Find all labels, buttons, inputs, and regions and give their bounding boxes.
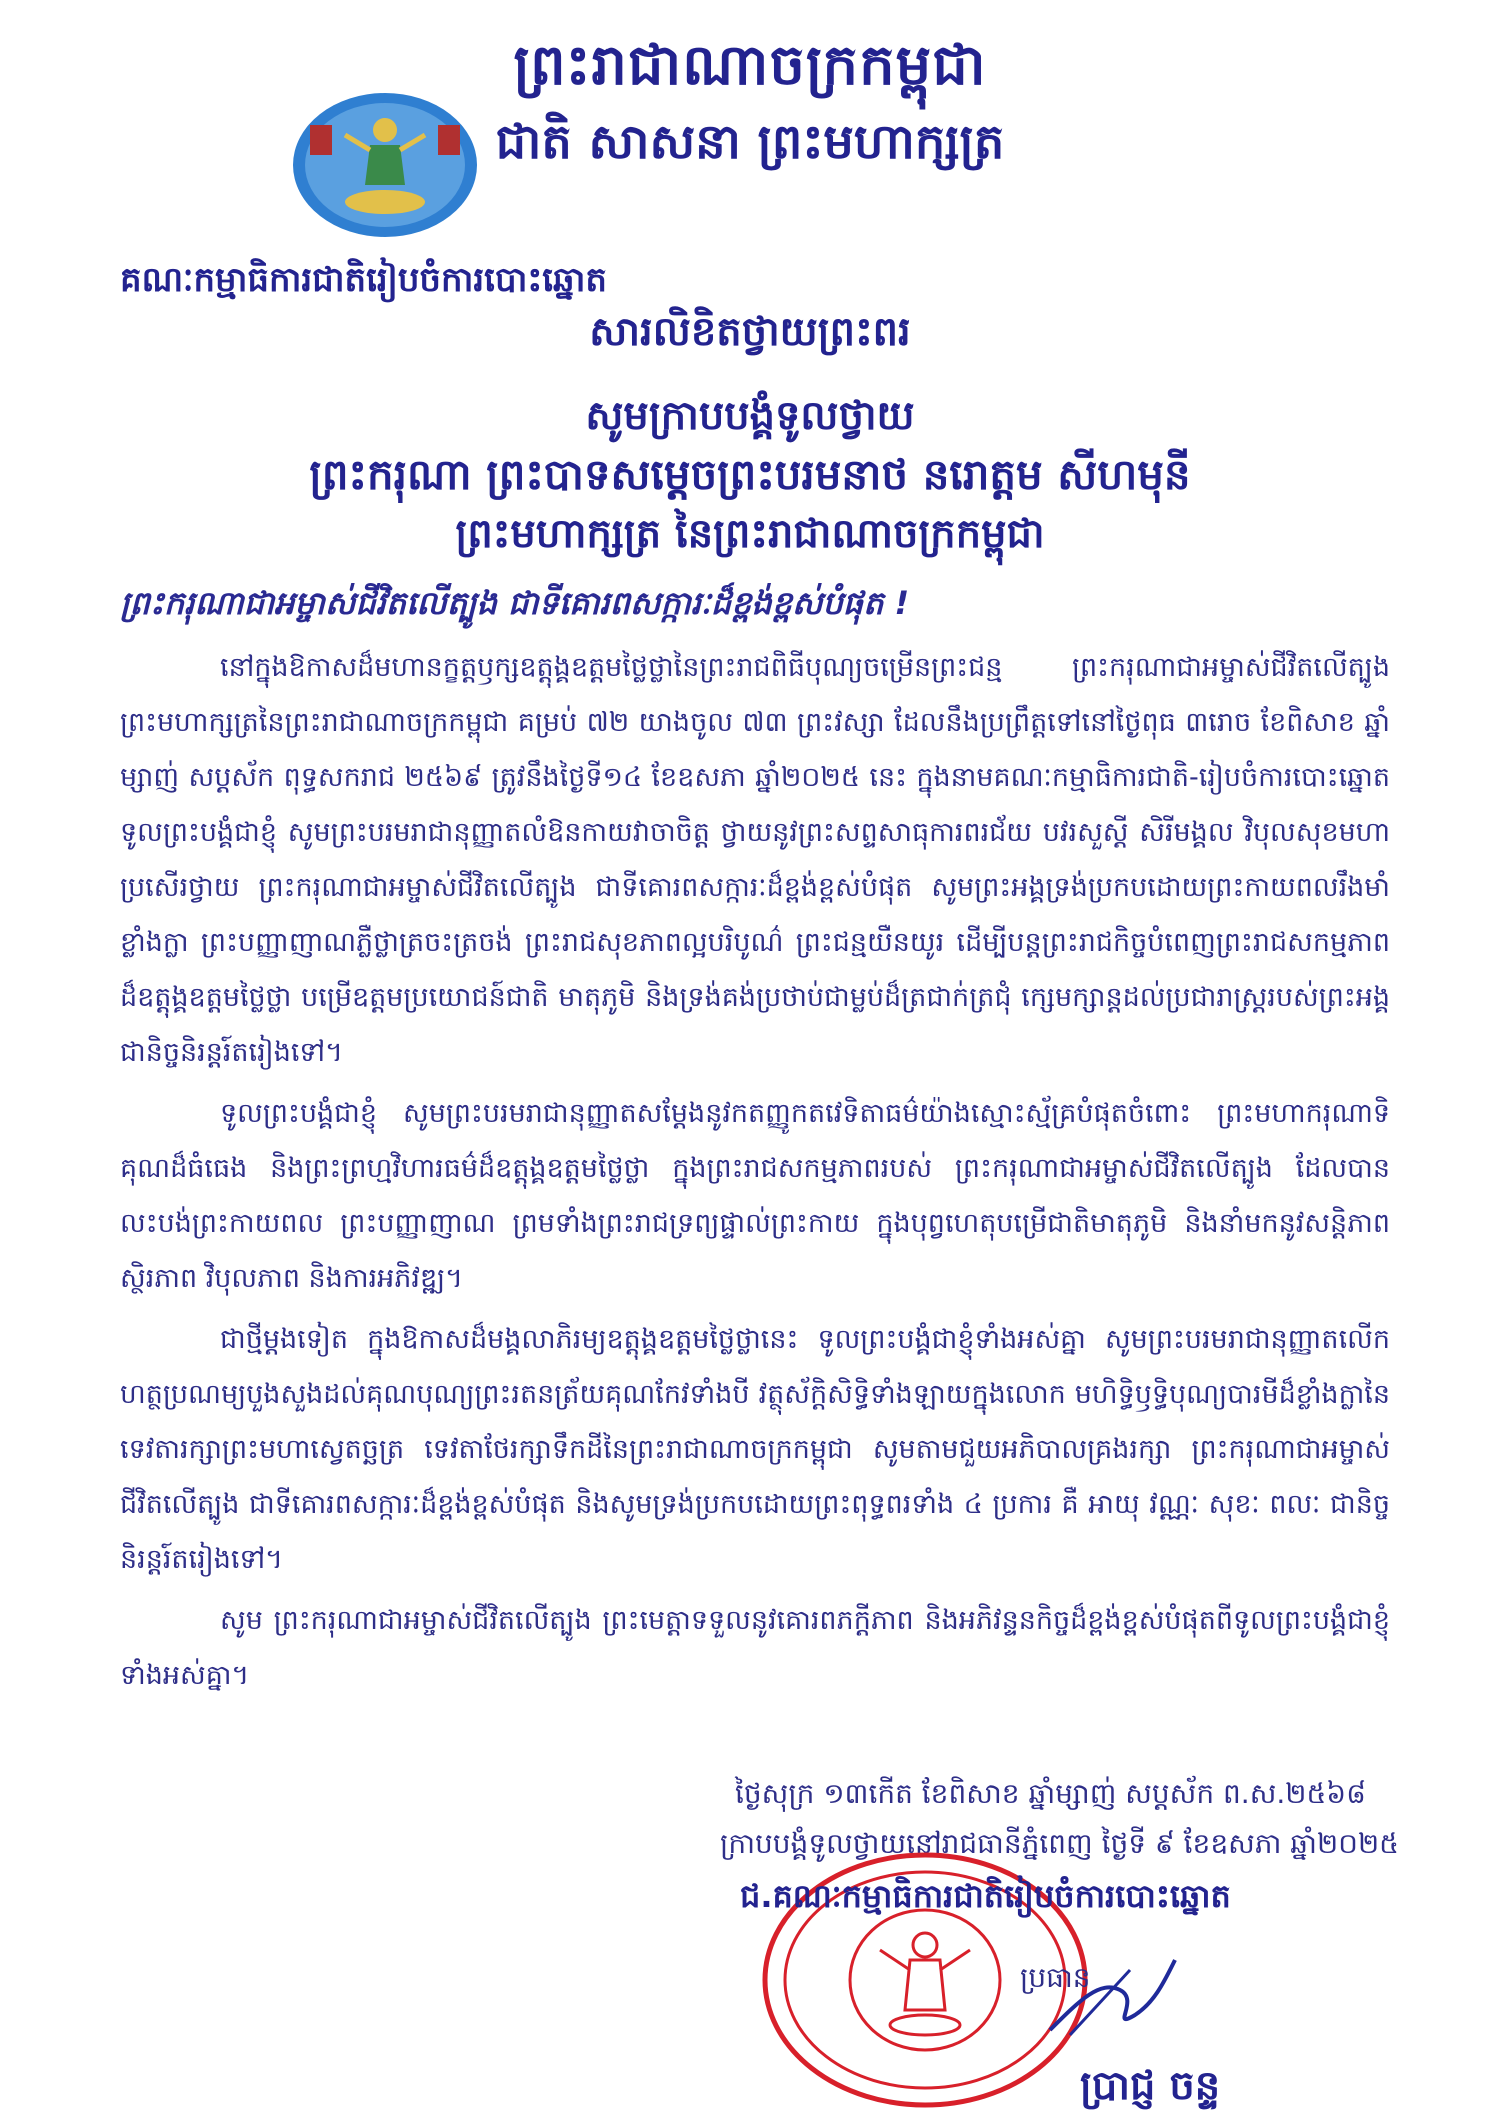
signatory-organization: ជ.គណៈកម្មាធិការជាតិរៀបចំការបោះឆ្នោត xyxy=(740,1877,1231,1915)
nec-logo xyxy=(290,90,480,240)
address-line-2: ព្រះករុណា ព្រះបាទសម្តេចព្រះបរមនាថ នរោត្តម សីហមុនី xyxy=(309,450,1191,499)
solar-date: ក្រាបបង្គំទូលថ្វាយនៅរាជធានីភ្នំពេញ ថ្ងៃទី ៩ ខែឧសភា ឆ្នាំ២០២៥ xyxy=(720,1827,1399,1860)
handwritten-signature xyxy=(1040,1940,1180,2050)
national-motto: ជាតិ សាសនា ព្រះមហាក្សត្រ xyxy=(495,114,1005,170)
address-line-1: សូមក្រាបបង្គំទូលថ្វាយ xyxy=(585,393,915,439)
lunar-date: ថ្ងៃសុក្រ ១៣កើត ខែពិសាខ ឆ្នាំម្សាញ់ សប្តស័ក ព.ស.២៥៦៨ xyxy=(735,1777,1366,1810)
paragraph-4: សូម ព្រះករុណាជាអម្ចាស់ជីវិតលើត្បូង ព្រះមេត្តាទទួលនូវគោរពភក្តីភាព និងអភិវន្ទនកិច្ចដ៏ខ្ពង់ខ្ពស់បំផុតពីទូលព្រះបង្គំជាខ្ញុំទាំងអស់គ្នា។ xyxy=(120,1605,1390,1691)
paragraph-2: ទូលព្រះបង្គំជាខ្ញុំ សូមព្រះបរមរាជានុញ្ញាតសម្តែងនូវកតញ្ញូកតវេទិតាធម៌យ៉ាងស្មោះស្ម័គ្របំផុតចំពោះ ព្រះមហាករុណាទិគុណដ៏ធំធេង និងព្រះព្រហ្មវិហារធម៌ដ៏ឧត្តុង្គឧត្តមថ្លៃថ្លា ក្នុងព្រះរាជសកម្មភាពរបស់ ព្រះករុណាជាអម្ចាស់ជីវិតលើត្បូង ដែលបានលះបង់ព្រះកាយពល ព្រះបញ្ញាញាណ ព្រមទាំងព្រះរាជទ្រព្យផ្ទាល់ព្រះកាយ ក្នុងបុព្វហេតុបម្រើជាតិមាតុភូមិ និងនាំមកនូវសន្តិភាព ស្ថិរភាព វិបុលភាព និងការអភិវឌ្ឍ។ xyxy=(120,1098,1390,1294)
document-title: សារលិខិតថ្វាយព្រះពរ xyxy=(589,309,911,355)
signatory-title: ប្រធាន xyxy=(1020,1961,1091,1994)
kingdom-heading: ព្រះរាជាណាចក្រកម្ពុជា xyxy=(513,33,987,98)
committee-name: គណៈកម្មាធិការជាតិរៀបចំការបោះឆ្នោត xyxy=(120,260,608,300)
paragraph-3: ជាថ្មីម្តងទៀត ក្នុងឱកាសដ៏មង្គលាភិរម្យឧត្តុង្គឧត្តមថ្លៃថ្លានេះ ទូលព្រះបង្គំជាខ្ញុំទាំងអស់គ្នា សូមព្រះបរមរាជានុញ្ញាតលើកហត្ថប្រណម្យបួងសួងដល់គុណបុណ្យព្រះរតនត្រ័យគុណកែវទាំងបី វត្ថុស័ក្តិសិទ្ធិទាំងឡាយក្នុងលោក មហិទ្ធិឫទ្ធិបុណ្យបារមីដ៏ខ្លាំងក្លានៃទេវតារក្សាព្រះមហាស្វេតច្ឆត្រ ទេវតាថែរក្សាទឹកដីនៃព្រះរាជាណាចក្រកម្ពុជា សូមតាមជួយអភិបាលគ្រងរក្សា ព្រះករុណាជាអម្ចាស់ជីវិតលើត្បូង ជាទីគោរពសក្ការៈដ៏ខ្ពង់ខ្ពស់បំផុត និងសូមទ្រង់ប្រកបដោយព្រះពុទ្ធពរទាំង ៤ ប្រការ គឺ អាយុ វណ្ណៈ សុខៈ ពលៈ ជានិច្ចនិរន្តរ៍តរៀងទៅ។ xyxy=(120,1324,1390,1575)
salutation: ព្រះករុណាជាអម្ចាស់ជីវិតលើត្បូង ជាទីគោរពសក្ការៈដ៏ខ្ពង់ខ្ពស់បំផុត ! xyxy=(120,584,910,622)
paragraph-1: នៅក្នុងឱកាសដ៏មហានក្ខត្តឫក្សឧត្តុង្គឧត្តមថ្លៃថ្លានៃព្រះរាជពិធីបុណ្យចម្រើនព្រះជន្ម ព្រះករុណាជាអម្ចាស់ជីវិតលើត្បូង ព្រះមហាក្សត្រនៃព្រះរាជាណាចក្រកម្ពុជា គម្រប់ ៧២ យាងចូល ៧៣ ព្រះវស្សា ដែលនឹងប្រព្រឹត្តទៅនៅថ្ងៃពុធ ៣រោច ខែពិសាខ ឆ្នាំម្សាញ់ សប្តស័ក ពុទ្ធសករាជ ២៥៦៩ ត្រូវនឹងថ្ងៃទី១៤ ខែឧសភា ឆ្នាំ២០២៥ នេះ ក្នុងនាមគណៈកម្មាធិការជាតិ-រៀបចំការបោះឆ្នោត ទូលព្រះបង្គំជាខ្ញុំ សូមព្រះបរមរាជានុញ្ញាតលំឱនកាយវាចាចិត្ត ថ្វាយនូវព្រះសព្ទសាធុការពរជ័យ បវរសួស្តី សិរីមង្គល វិបុលសុខមហាប្រសើរថ្វាយ ព្រះករុណាជាអម្ចាស់ជីវិតលើត្បូង ជាទីគោរពសក្ការៈដ៏ខ្ពង់ខ្ពស់បំផុត សូមព្រះអង្គទ្រង់ប្រកបដោយព្រះកាយពលរឹងមាំខ្លាំងក្លា ព្រះបញ្ញាញាណភ្លឺថ្លាត្រចះត្រចង់ ព្រះរាជសុខភាពល្អបរិបូណ៌ ព្រះជន្មយឺនយូរ ដើម្បីបន្តព្រះរាជកិច្ចបំពេញព្រះរាជសកម្មភាពដ៏ឧត្តុង្គឧត្តមថ្លៃថ្លា បម្រើឧត្តមប្រយោជន៍ជាតិ មាតុភូមិ និងទ្រង់គង់ប្រថាប់ជាម្លប់ដ៏ត្រជាក់ត្រជុំ ក្សេមក្សាន្តដល់ប្រជារាស្ត្ររបស់ព្រះអង្គជានិច្ចនិរន្តរ៍តរៀងទៅ។ xyxy=(120,652,1390,1068)
signatory-name: ប្រាជ្ញ ចន្ទ xyxy=(1080,2063,1221,2109)
address-line-3: ព្រះមហាក្សត្រ នៃព្រះរាជាណាចក្រកម្ពុជា xyxy=(455,511,1045,557)
letter-body xyxy=(120,640,1390,1709)
